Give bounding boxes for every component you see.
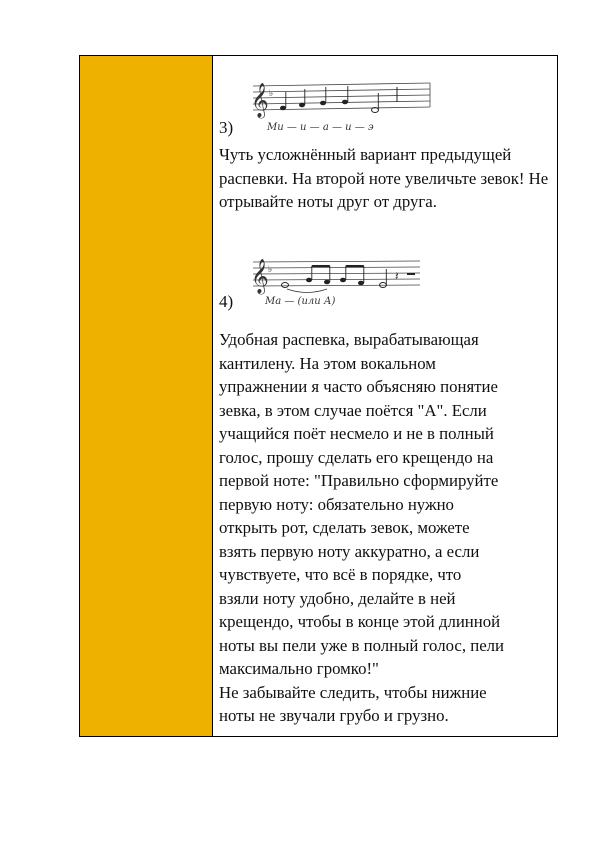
exercise-3-description: Чуть усложнённый вариант предыдущей распевки. На второй ноте увеличьте зевок! Не отрывайте ноты друг от друга. [219, 145, 549, 211]
exercise-4-number: 4) [219, 292, 234, 311]
line-8: первую ноту: обязательно нужно [219, 494, 454, 514]
svg-text:♭: ♭ [269, 89, 274, 99]
line-7: первой ноте: "Правильно сформируйте [219, 471, 499, 490]
line-14: ноты вы пели уже в полный голос, пели [219, 635, 505, 655]
line-3: упражнении я часто объясняю понятие [219, 377, 498, 396]
exercise-4-description [219, 328, 551, 728]
exercise-table [79, 55, 558, 737]
line-12: взяли ноту удобно, делайте в ней [219, 588, 456, 608]
line-17: ноты не звучали грубо и грузно. [219, 706, 449, 725]
exercise-4-score [235, 252, 425, 310]
svg-text:♭: ♭ [268, 265, 273, 275]
svg-text:𝄽: 𝄽 [395, 269, 399, 283]
line-6: голос, прошу сделать его крещендо на [219, 447, 494, 467]
line-16: Не забывайте следить, чтобы нижние [219, 682, 487, 702]
line-9: открыть рот, сделать зевок, можете [219, 518, 470, 537]
line-13: крещендо, чтобы в конце этой длинной [219, 612, 501, 631]
line-11: чувствуете, что всё в порядке, что [219, 565, 462, 584]
line-1: Удобная распевка, вырабатывающая [219, 330, 479, 349]
line-15: максимально громко!" [219, 659, 379, 678]
exercise-4-lyrics: Ма — (или А) [265, 296, 336, 307]
line-2: кантилену. На этом вокальном [219, 353, 436, 373]
exercise-3-header [219, 78, 551, 136]
exercise-3-score [235, 78, 435, 136]
line-10: взять первую ноту аккуратно, а если [219, 541, 480, 561]
color-column [80, 56, 213, 736]
content-column [213, 56, 557, 736]
exercise-3-number: 3) [219, 118, 234, 137]
exercise-3-lyrics: Ми — и — а — и — э [267, 122, 374, 133]
svg-text:𝄞: 𝄞 [251, 83, 269, 118]
exercise-4-header [219, 252, 551, 310]
line-5: учащийся поёт несмело и не в полный [219, 424, 494, 443]
svg-text:𝄞: 𝄞 [251, 259, 269, 294]
line-4: зевка, в этом случае поётся "А". Если [219, 400, 487, 420]
